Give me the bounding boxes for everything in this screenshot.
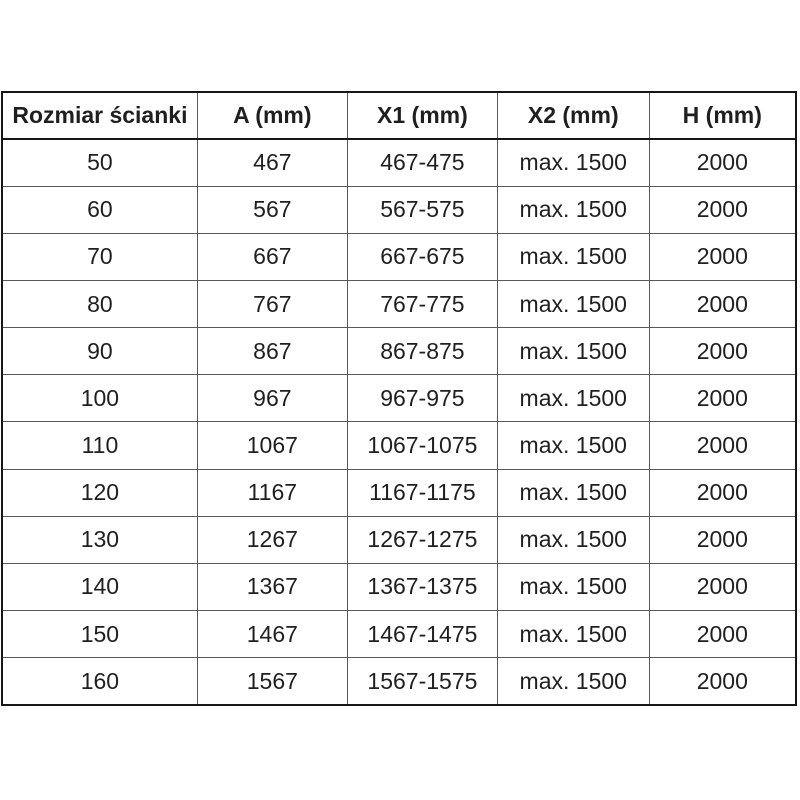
- cell-h: 2000: [649, 328, 796, 375]
- table-row: [2, 422, 796, 469]
- cell-a: 967: [197, 375, 347, 422]
- column-header-x2-mm: X2 (mm): [497, 92, 649, 139]
- cell-x1: 1567-1575: [347, 658, 497, 705]
- spec-table-container: [1, 91, 797, 706]
- cell-a: 1067: [197, 422, 347, 469]
- cell-rozmiar: 110: [2, 422, 197, 469]
- table-row: [2, 469, 796, 516]
- cell-h: 2000: [649, 469, 796, 516]
- table-row: [2, 375, 796, 422]
- cell-rozmiar: 140: [2, 563, 197, 610]
- cell-h: 2000: [649, 233, 796, 280]
- cell-x1: 767-775: [347, 280, 497, 327]
- table-row: [2, 139, 796, 186]
- cell-rozmiar: 60: [2, 186, 197, 233]
- cell-x2: max. 1500: [497, 658, 649, 705]
- table-row: [2, 563, 796, 610]
- cell-x1: 867-875: [347, 328, 497, 375]
- table-row: [2, 328, 796, 375]
- cell-rozmiar: 130: [2, 516, 197, 563]
- cell-x1: 1067-1075: [347, 422, 497, 469]
- column-header-rozmiar-scianki: Rozmiar ścianki: [2, 92, 197, 139]
- cell-rozmiar: 50: [2, 139, 197, 186]
- cell-x1: 967-975: [347, 375, 497, 422]
- cell-x2: max. 1500: [497, 233, 649, 280]
- column-header-x1-mm: X1 (mm): [347, 92, 497, 139]
- column-header-a-mm: A (mm): [197, 92, 347, 139]
- cell-rozmiar: 70: [2, 233, 197, 280]
- cell-rozmiar: 80: [2, 280, 197, 327]
- cell-x2: max. 1500: [497, 422, 649, 469]
- cell-x2: max. 1500: [497, 280, 649, 327]
- cell-a: 1567: [197, 658, 347, 705]
- cell-a: 567: [197, 186, 347, 233]
- table-header-row: [2, 92, 796, 139]
- cell-h: 2000: [649, 422, 796, 469]
- cell-x2: max. 1500: [497, 469, 649, 516]
- cell-x1: 467-475: [347, 139, 497, 186]
- cell-x1: 567-575: [347, 186, 497, 233]
- table-row: [2, 186, 796, 233]
- cell-a: 1267: [197, 516, 347, 563]
- cell-rozmiar: 160: [2, 658, 197, 705]
- cell-h: 2000: [649, 186, 796, 233]
- column-header-h-mm: H (mm): [649, 92, 796, 139]
- cell-x2: max. 1500: [497, 139, 649, 186]
- cell-h: 2000: [649, 280, 796, 327]
- cell-x1: 1267-1275: [347, 516, 497, 563]
- cell-x2: max. 1500: [497, 611, 649, 658]
- cell-x1: 1367-1375: [347, 563, 497, 610]
- cell-x2: max. 1500: [497, 375, 649, 422]
- cell-x2: max. 1500: [497, 563, 649, 610]
- table-row: [2, 280, 796, 327]
- cell-a: 1167: [197, 469, 347, 516]
- cell-x1: 1167-1175: [347, 469, 497, 516]
- cell-x1: 1467-1475: [347, 611, 497, 658]
- cell-x1: 667-675: [347, 233, 497, 280]
- cell-rozmiar: 100: [2, 375, 197, 422]
- cell-h: 2000: [649, 658, 796, 705]
- cell-h: 2000: [649, 139, 796, 186]
- cell-h: 2000: [649, 516, 796, 563]
- cell-rozmiar: 120: [2, 469, 197, 516]
- cell-a: 1467: [197, 611, 347, 658]
- spec-table: [1, 91, 797, 706]
- cell-x2: max. 1500: [497, 186, 649, 233]
- cell-a: 867: [197, 328, 347, 375]
- cell-rozmiar: 90: [2, 328, 197, 375]
- cell-h: 2000: [649, 563, 796, 610]
- table-body: [2, 139, 796, 705]
- cell-a: 467: [197, 139, 347, 186]
- cell-x2: max. 1500: [497, 516, 649, 563]
- cell-a: 1367: [197, 563, 347, 610]
- cell-a: 767: [197, 280, 347, 327]
- cell-h: 2000: [649, 375, 796, 422]
- cell-a: 667: [197, 233, 347, 280]
- table-row: [2, 516, 796, 563]
- table-row: [2, 233, 796, 280]
- cell-rozmiar: 150: [2, 611, 197, 658]
- cell-h: 2000: [649, 611, 796, 658]
- table-row: [2, 658, 796, 705]
- table-row: [2, 611, 796, 658]
- cell-x2: max. 1500: [497, 328, 649, 375]
